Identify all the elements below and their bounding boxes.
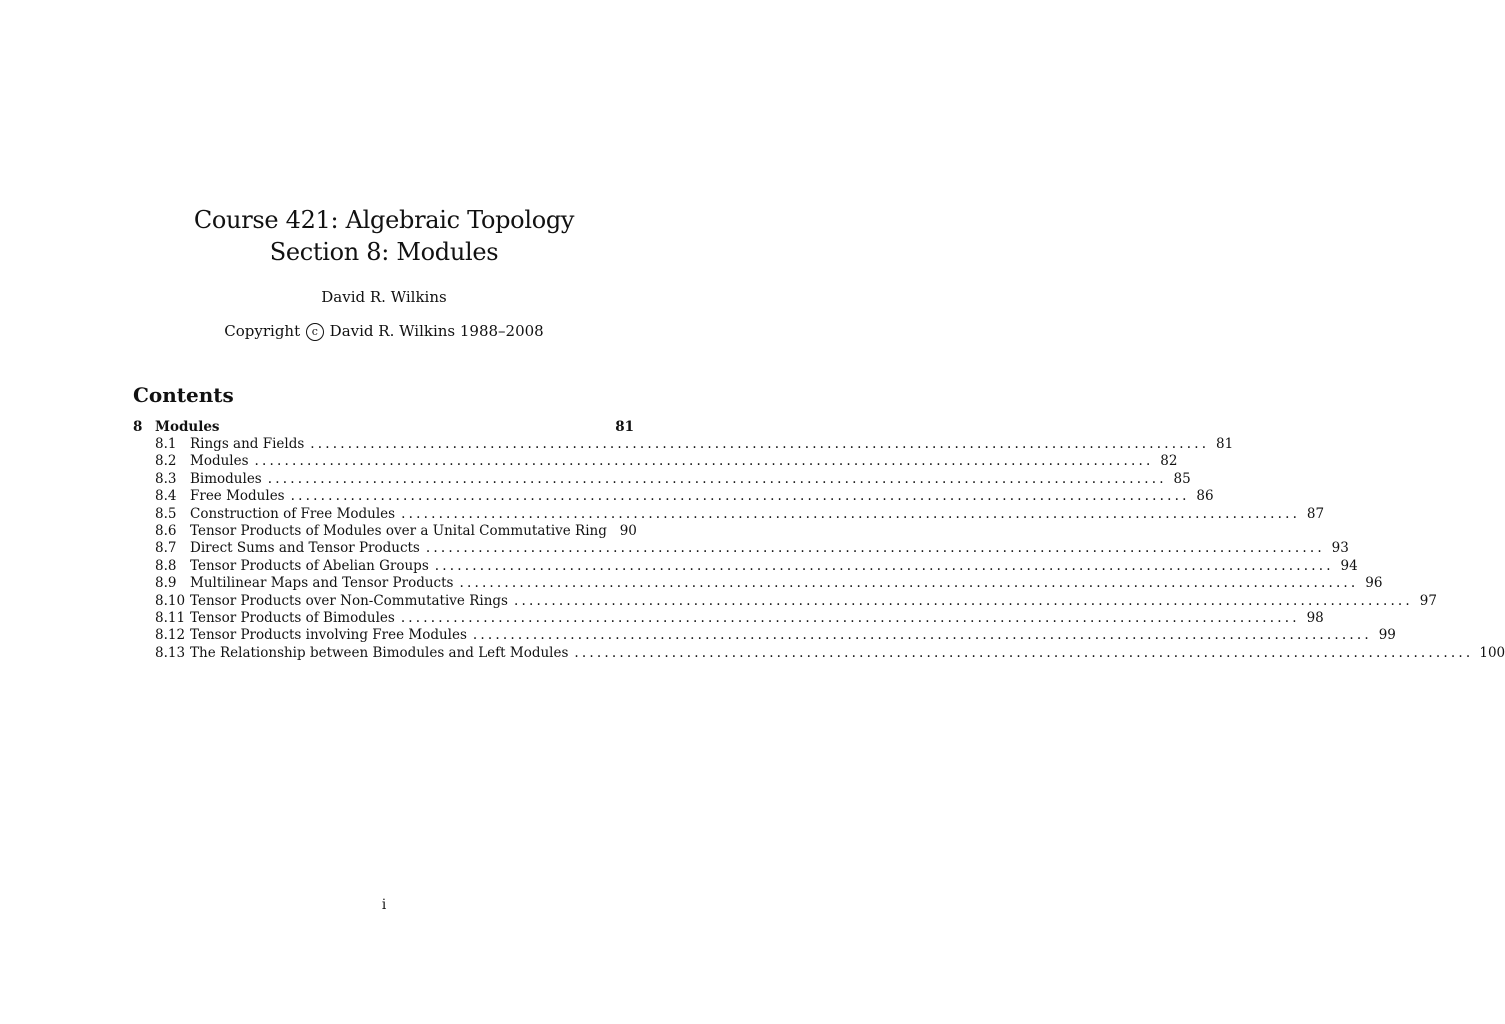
section-title: Tensor Products of Abelian Groups: [190, 557, 429, 574]
section-number: 8.7: [155, 540, 177, 557]
toc-section-entry[interactable]: [133, 470, 1191, 488]
toc-section-entry[interactable]: [133, 540, 1349, 557]
section-page: 93: [1331, 540, 1349, 557]
leader-dots: ........................................................................................................................: [254, 453, 1154, 470]
toc-section-entry[interactable]: [133, 488, 1214, 505]
copyright-line: [0, 320, 768, 342]
section-page: 85: [1173, 470, 1191, 487]
section-number: 8.8: [155, 557, 177, 574]
section-title: Section 8: Modules: [269, 238, 499, 266]
section-page: 97: [1419, 592, 1437, 609]
section-page: 100: [1479, 644, 1505, 661]
toc-section-entry[interactable]: [133, 453, 1178, 470]
section-title: Bimodules: [190, 470, 262, 487]
section-page: 81: [1216, 436, 1234, 452]
toc-section-entry[interactable]: [133, 627, 1396, 644]
toc-section-entry[interactable]: [133, 592, 1437, 610]
section-number: 8.2: [155, 453, 177, 470]
leader-dots: ........................................................................................................................: [472, 627, 1372, 644]
page-number: i: [381, 897, 387, 913]
chapter-number: 8: [133, 419, 143, 435]
toc-section-entry[interactable]: [133, 505, 1325, 523]
leader-dots: ........................................................................................................................: [310, 436, 1210, 452]
section-number: 8.13: [155, 644, 186, 661]
section-number: 8.1: [155, 436, 177, 452]
section-page: 94: [1340, 557, 1358, 574]
section-title: Modules: [190, 453, 249, 470]
section-title: Direct Sums and Tensor Products: [190, 540, 420, 557]
section-title: Free Modules: [190, 488, 285, 505]
copyright-symbol-icon: c: [306, 323, 324, 341]
leader-dots: ........................................................................................................................: [425, 540, 1325, 557]
section-page: 86: [1196, 488, 1214, 505]
section-title: Tensor Products of Modules over a Unital Commutative Ring: [190, 522, 607, 539]
section-page: 87: [1306, 505, 1325, 522]
leader-dots: ........................................................................................................................: [267, 470, 1167, 487]
section-number: 8.10: [155, 592, 186, 609]
section-title: Tensor Products over Non-Commutative Rings: [190, 592, 508, 609]
section-page: 82: [1160, 453, 1178, 470]
section-number: 8.6: [155, 522, 177, 539]
toc-section-entry[interactable]: [133, 575, 1383, 592]
section-title: The Relationship between Bimodules and Left Modules: [190, 644, 569, 661]
section-number: 8.12: [155, 627, 186, 644]
section-title: Rings and Fields: [190, 436, 305, 452]
section-title: Multilinear Maps and Tensor Products: [190, 575, 454, 592]
toc-section-entry[interactable]: [133, 644, 1505, 662]
leader-dots: ........................................................................................................................: [574, 644, 1474, 661]
toc-section-list: [133, 436, 1505, 662]
contents-heading: Contents: [133, 383, 234, 407]
section-number: 8.9: [155, 575, 177, 592]
section-number: 8.3: [155, 470, 177, 487]
copyright-suffix: David R. Wilkins 1988–2008: [329, 322, 544, 340]
chapter-title: Modules: [155, 419, 220, 435]
leader-dots: ........................................................................................................................: [513, 592, 1413, 609]
table-of-contents: [133, 418, 1505, 662]
section-number: 8.5: [155, 505, 177, 522]
leader-dots: ........................................................................................................................: [401, 505, 1301, 522]
copyright-prefix: Copyright: [224, 322, 301, 340]
section-page: 96: [1365, 575, 1383, 592]
course-title: Course 421: Algebraic Topology: [193, 206, 575, 234]
chapter-page: 81: [615, 419, 634, 435]
section-title: Tensor Products of Bimodules: [190, 609, 395, 626]
toc-section-entry[interactable]: [133, 609, 1324, 627]
toc-section-entry[interactable]: [133, 522, 637, 540]
section-number: 8.4: [155, 488, 177, 505]
document-title: [0, 204, 768, 268]
leader-dots: ........................................................................................................................: [400, 609, 1300, 626]
section-page: 98: [1306, 609, 1324, 626]
leader-dots: ........................................................................................................................: [434, 557, 1334, 574]
section-number: 8.11: [155, 609, 186, 626]
section-title: Construction of Free Modules: [190, 505, 396, 522]
toc-section-entry[interactable]: [133, 557, 1358, 575]
author-name: David R. Wilkins: [321, 288, 447, 306]
toc-section-entry[interactable]: [133, 436, 1234, 453]
section-page: 90: [619, 522, 637, 539]
section-page: 99: [1378, 627, 1396, 644]
toc-chapter-entry[interactable]: [133, 418, 634, 436]
leader-dots: ........................................................................................................................: [459, 575, 1359, 592]
leader-dots: ........................................................................................................................: [290, 488, 1190, 505]
section-title: Tensor Products involving Free Modules: [190, 627, 467, 644]
